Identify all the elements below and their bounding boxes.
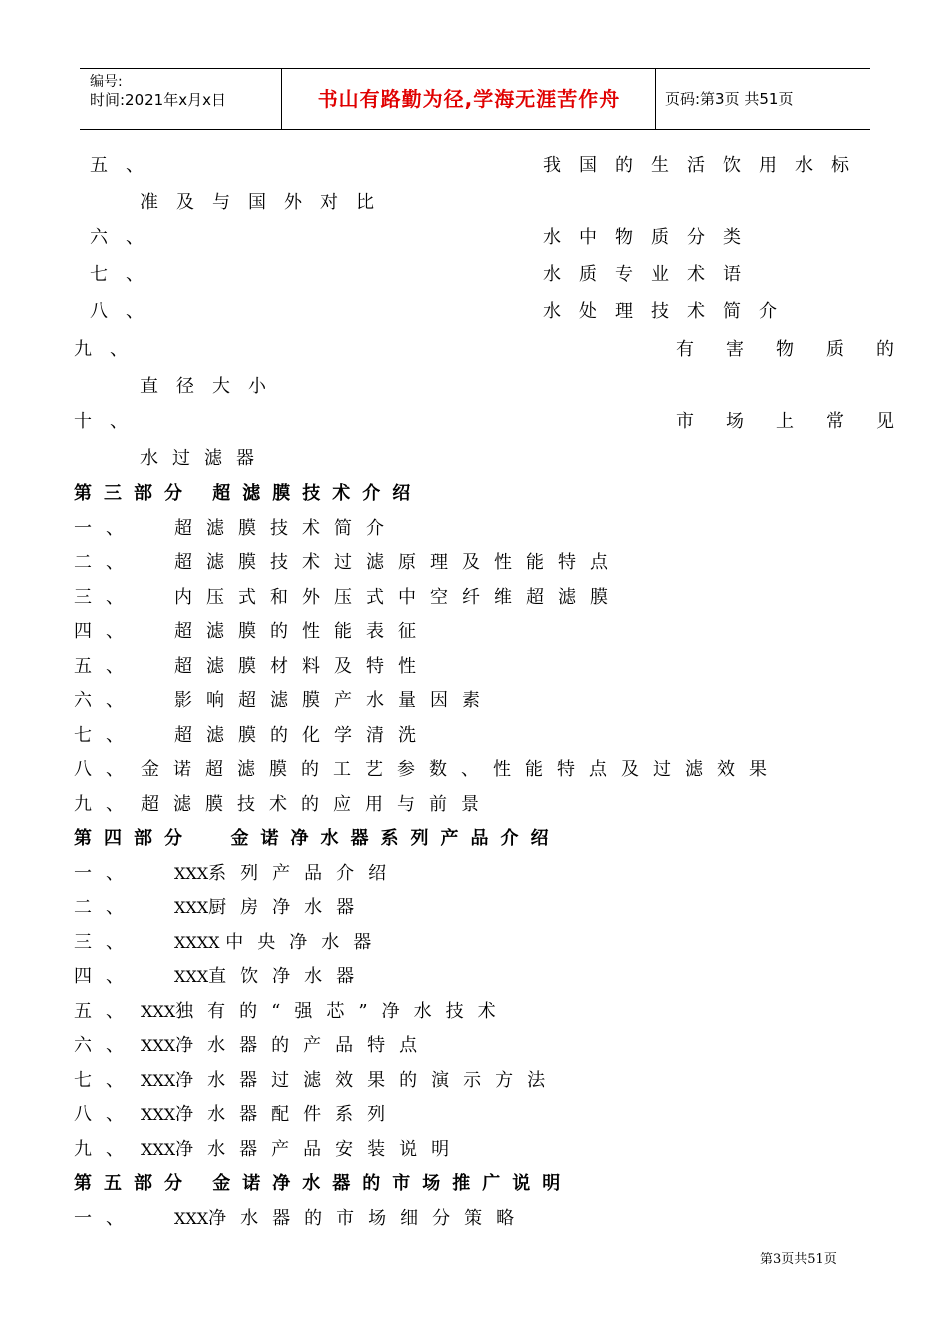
toc-item-title: 金诺超滤膜的工艺参数、性能特点及过滤效果: [141, 759, 781, 780]
toc-item: 八、: [74, 1104, 138, 1125]
toc-item-title: 超滤膜技术的应用与前景: [141, 794, 493, 815]
toc-item: 五、: [74, 1001, 138, 1022]
toc-item-title: 超滤膜的性能表征: [174, 621, 430, 642]
toc-item-title: 水质专业术语: [543, 264, 759, 285]
toc-item: 九、: [74, 794, 138, 815]
page-footer: 第3页共51页: [760, 1252, 837, 1267]
toc-item: 四、: [74, 966, 138, 987]
time-label: 时间:2021年x月x日: [90, 91, 226, 109]
toc-item-title: 市场上常见: [676, 411, 926, 432]
toc-item: 六、: [90, 227, 162, 248]
toc-item-title: XXX净水器配件系列: [141, 1104, 400, 1125]
toc-item-title: 水处理技术简介: [543, 301, 795, 322]
toc-item-title: XXX净水器的市场细分策略: [174, 1208, 529, 1229]
toc-item: 十、: [74, 411, 146, 432]
toc-item-title: 超滤膜技术过滤原理及性能特点: [174, 552, 622, 573]
toc-item-title: XXX直饮净水器: [174, 966, 369, 987]
page-header: [80, 68, 870, 130]
toc-item-title: XXX系列产品介绍: [174, 863, 401, 884]
toc-item: 九、: [74, 339, 146, 360]
toc-item: 八、: [90, 301, 162, 322]
toc-item: 六、: [74, 1035, 138, 1056]
toc-item-title: XXX净水器的产品特点: [141, 1035, 432, 1056]
page-label: 页码:第3页 共51页: [665, 90, 794, 108]
section-heading: 第三部分 超滤膜技术介绍: [74, 483, 423, 504]
toc-item: 九、: [74, 1139, 138, 1160]
toc-item-title: 直径大小: [140, 376, 284, 397]
toc-item: 一、: [74, 1208, 138, 1229]
toc-item-title: XXX净水器产品安装说明: [141, 1139, 464, 1160]
toc-item-title: 影响超滤膜产水量因素: [174, 690, 494, 711]
header-divider: [655, 69, 656, 129]
toc-item-title: 水过滤器: [140, 448, 268, 469]
toc-item: 三、: [74, 932, 138, 953]
toc-item: 八、: [74, 759, 138, 780]
toc-item-title: 超滤膜技术简介: [174, 518, 398, 539]
toc-item: 七、: [74, 1070, 138, 1091]
toc-item: 七、: [74, 725, 138, 746]
toc-item: 六、: [74, 690, 138, 711]
toc-item: 三、: [74, 587, 138, 608]
section-heading: 第五部分 金诺净水器的市场推广说明: [74, 1173, 573, 1194]
toc-item-title: XXX净水器过滤效果的演示方法: [141, 1070, 560, 1091]
toc-item-title: 超滤膜材料及特性: [174, 656, 430, 677]
toc-item-title: 水中物质分类: [543, 227, 759, 248]
toc-item: 七、: [90, 264, 162, 285]
toc-item: 二、: [74, 897, 138, 918]
toc-item: 二、: [74, 552, 138, 573]
toc-item-title: 超滤膜的化学清洗: [174, 725, 430, 746]
toc-item: 一、: [74, 518, 138, 539]
toc-item-title: XXX独有的“强芯”净水技术: [141, 1001, 510, 1022]
motto: 书山有路勤为径,学海无涯苦作舟: [317, 87, 621, 111]
toc-item-title: 内压式和外压式中空纤维超滤膜: [174, 587, 622, 608]
toc-item-title: 我国的生活饮用水标: [543, 155, 867, 176]
toc-item: 五、: [74, 656, 138, 677]
toc-item: 一、: [74, 863, 138, 884]
toc-item-title: XXXX 中央净水器: [174, 932, 386, 953]
toc-item: 五、: [90, 155, 162, 176]
number-label: 编号:: [90, 74, 123, 90]
toc-item-title: 准及与国外对比: [140, 192, 392, 213]
header-divider: [281, 69, 282, 129]
toc-item-title: 有害物质的: [676, 339, 926, 360]
toc-item-title: XXX厨房净水器: [174, 897, 369, 918]
toc-item: 四、: [74, 621, 138, 642]
section-heading: 第四部分 金诺净水器系列产品介绍: [74, 828, 561, 849]
